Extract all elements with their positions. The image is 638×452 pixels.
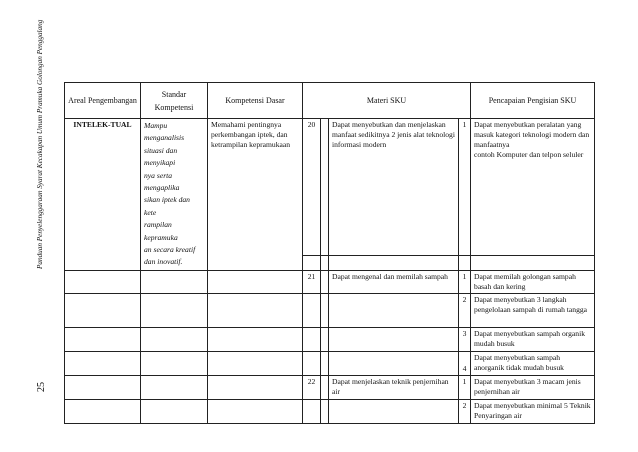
standard-cell: [141, 327, 208, 351]
pencapaian-cell: Dapat menyebutkan sampah anorganik tidak mudah busuk: [471, 351, 595, 375]
header-area: Areal Pengembangan: [65, 83, 141, 119]
row-number: [303, 399, 321, 423]
materi-cell: Dapat menjelaskan teknik penjernihan air: [329, 375, 459, 399]
pencapaian-cell: Dapat menyebutkan sampah organik mudah busuk: [471, 327, 595, 351]
materi-cell: Dapat mengenal dan memilah sampah: [329, 270, 459, 293]
standard-cell: [141, 351, 208, 375]
pencapaian-cell: Dapat memilah golongan sampah basah dan kering: [471, 270, 595, 293]
pencapaian-cell: Dapat menyebutkan minimal 5 Teknik Penyaringan air: [471, 399, 595, 423]
header-standard: Standar Kompetensi: [141, 83, 208, 119]
spacer-cell: [321, 119, 329, 256]
standard-cell: [141, 399, 208, 423]
table-row: [65, 327, 595, 351]
materi-cell: [329, 327, 459, 351]
area-cell: INTELEK-TUAL: [65, 119, 141, 271]
standard-cell: [141, 293, 208, 327]
spacer-cell: [321, 399, 329, 423]
header-row: [65, 83, 595, 119]
area-cell: [65, 351, 141, 375]
row-number: 21: [303, 270, 321, 293]
basic-cell: Memahami pentingnya perkembangan iptek, dan ketrampilan kepramukaan: [208, 119, 303, 271]
sub-number: 2: [459, 293, 471, 327]
standard-cell: Mampu menganalisis situasi dan menyikapi nya serta mengaplika sikan iptek dan kete rampilan kepramuka an secara kreatif dan inovatif.: [141, 119, 208, 271]
table-row: [65, 399, 595, 423]
spacer-cell: [321, 375, 329, 399]
area-cell: [65, 293, 141, 327]
table-row: [65, 351, 595, 375]
row-number: [303, 293, 321, 327]
basic-cell: [208, 399, 303, 423]
page-number: 25: [36, 382, 47, 392]
materi-cell: [329, 351, 459, 375]
table-row: [65, 119, 595, 256]
materi-cell: [329, 399, 459, 423]
standard-cell: [141, 270, 208, 293]
pencapaian-cell: Dapat menyebutkan 3 langkah pengelolaan sampah di rumah tangga: [471, 293, 595, 327]
basic-cell: [208, 270, 303, 293]
pencapaian-cell: [471, 255, 595, 270]
running-title: Panduan Penyelenggaraan Syarat Kecakapan Umum Pramuka Golongan Penggalang: [36, 20, 44, 270]
spacer-cell: [321, 255, 329, 270]
table-row: [65, 270, 595, 293]
row-number: [303, 255, 321, 270]
basic-cell: [208, 293, 303, 327]
row-number: 20: [303, 119, 321, 256]
sku-table: [64, 82, 595, 424]
sub-number: 4: [459, 351, 471, 375]
area-cell: [65, 399, 141, 423]
area-cell: [65, 270, 141, 293]
spacer-cell: [321, 351, 329, 375]
sub-number: 1: [459, 270, 471, 293]
sub-number: 3: [459, 327, 471, 351]
sub-number: [459, 255, 471, 270]
pencapaian-cell: Dapat menyebutkan 3 macam jenis penjernihan air: [471, 375, 595, 399]
pencapaian-cell: Dapat menyebutkan peralatan yang masuk kategori teknologi modern dan manfaatnya contoh Komputer dan telpon seluler: [471, 119, 595, 256]
spacer-cell: [321, 293, 329, 327]
materi-cell: Dapat menyebutkan dan menjelaskan manfaat sedikitnya 2 jenis alat teknologi informasi modern: [329, 119, 459, 256]
standard-cell: [141, 375, 208, 399]
table-row: [65, 293, 595, 327]
row-number: 22: [303, 375, 321, 399]
header-pencapaian: Pencapaian Pengisian SKU: [471, 83, 595, 119]
materi-cell: [329, 293, 459, 327]
sub-number: 1: [459, 119, 471, 256]
header-basic: Kompetensi Dasar: [208, 83, 303, 119]
sub-number: 2: [459, 399, 471, 423]
spacer-cell: [321, 270, 329, 293]
area-cell: [65, 327, 141, 351]
sub-number: 1: [459, 375, 471, 399]
basic-cell: [208, 327, 303, 351]
header-materi: Materi SKU: [303, 83, 471, 119]
basic-cell: [208, 375, 303, 399]
row-number: [303, 327, 321, 351]
area-cell: [65, 375, 141, 399]
table-row: [65, 375, 595, 399]
basic-cell: [208, 351, 303, 375]
materi-cell: [329, 255, 459, 270]
spacer-cell: [321, 327, 329, 351]
row-number: [303, 351, 321, 375]
sidebar: [0, 0, 62, 452]
